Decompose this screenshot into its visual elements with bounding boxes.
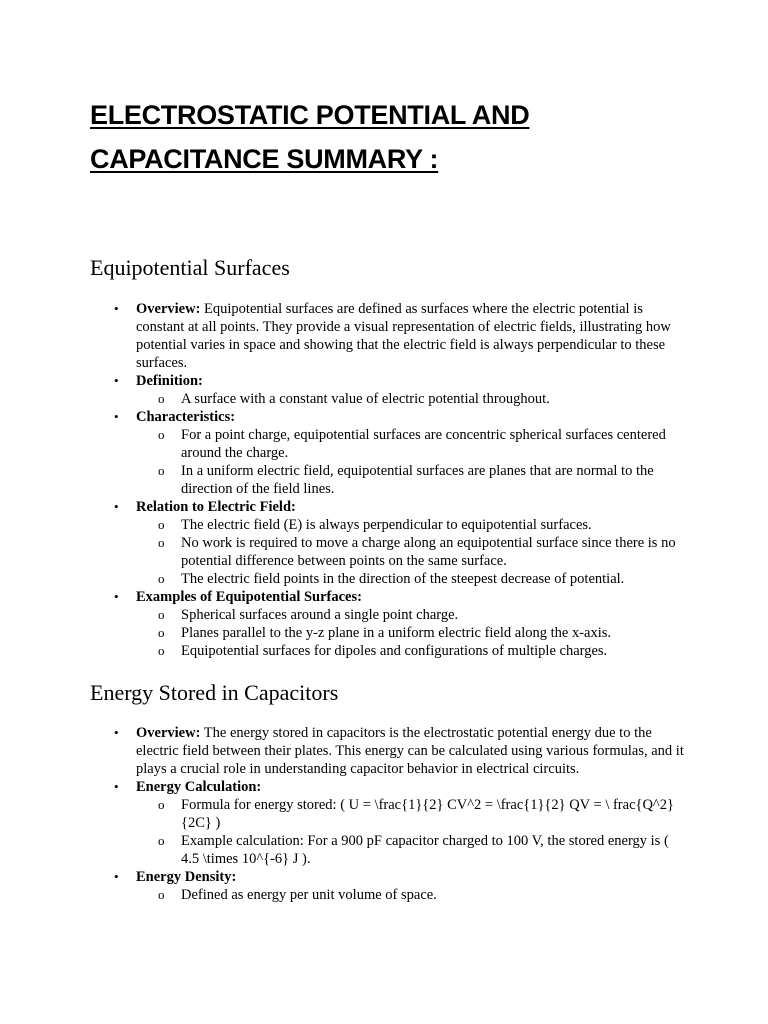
item-text: Equipotential surfaces are defined as surfaces where the electric potential is constant at all points. They provide a visual representation of electric fields, illustrating how potential varies in space and showing that the electric field is always perpendicular to these surfaces. (136, 301, 671, 371)
sub-list-item (136, 796, 686, 832)
item-label: Examples of Equipotential Surfaces: (136, 589, 362, 605)
item-label: Overview: (136, 725, 201, 741)
sub-list (136, 426, 686, 498)
sub-list (136, 796, 686, 868)
item-label: Energy Calculation: (136, 779, 262, 795)
bullet-dot-icon: • (114, 725, 119, 740)
sub-list (136, 390, 686, 408)
list-item-overview (90, 300, 686, 372)
sub-list (136, 606, 686, 660)
sub-item-text: No work is required to move a charge along an equipotential surface since there is no potential difference between points on the same surface. (181, 535, 676, 569)
circle-marker-icon: o (158, 391, 165, 406)
item-label: Overview: (136, 301, 201, 317)
sub-item-text: A surface with a constant value of electric potential throughout. (181, 391, 550, 407)
sub-item-text: Defined as energy per unit volume of space. (181, 887, 437, 903)
section-heading-equipotential-surfaces: Equipotential Surfaces (90, 255, 290, 280)
list-item-energy-density (90, 868, 686, 904)
item-label: Relation to Electric Field: (136, 499, 296, 515)
list-item-relation-to-electric-field (90, 498, 686, 588)
sub-item-text: The electric field (E) is always perpendicular to equipotential surfaces. (181, 517, 592, 533)
sub-item-text: Example calculation: For a 900 pF capacitor charged to 100 V, the stored energy is ( 4.5 \times 10^{-6} J ). (181, 833, 669, 867)
circle-marker-icon: o (158, 887, 165, 902)
circle-marker-icon: o (158, 643, 165, 658)
circle-marker-icon: o (158, 463, 165, 478)
circle-marker-icon: o (158, 607, 165, 622)
sub-item-text: The electric field points in the direction of the steepest decrease of potential. (181, 571, 625, 587)
sub-list-item (136, 624, 686, 642)
sub-list-item (136, 570, 686, 588)
list-item-examples (90, 588, 686, 660)
sub-list-item (136, 534, 686, 570)
bullet-dot-icon: • (114, 869, 119, 884)
equipotential-surfaces-list (90, 300, 686, 660)
list-item-overview (90, 724, 686, 778)
item-text: The energy stored in capacitors is the electrostatic potential energy due to the electric field between their plates. This energy can be calculated using various formulas, and it plays a crucial role in understanding capacitor behavior in electrical circuits. (136, 725, 684, 777)
circle-marker-icon: o (158, 535, 165, 550)
bullet-dot-icon: • (114, 301, 119, 316)
section-heading-energy-stored-in-capacitors: Energy Stored in Capacitors (90, 680, 339, 705)
sub-list-item (136, 516, 686, 534)
list-item-definition (90, 372, 686, 408)
circle-marker-icon: o (158, 625, 165, 640)
sub-item-text: For a point charge, equipotential surfaces are concentric spherical surfaces centered around the charge. (181, 427, 666, 461)
bullet-dot-icon: • (114, 589, 119, 604)
sub-item-text: Formula for energy stored: ( U = \frac{1}{2} CV^2 = \frac{1}{2} QV = \ frac{Q^2}{2C} ) (181, 797, 674, 831)
circle-marker-icon: o (158, 427, 165, 442)
bullet-dot-icon: • (114, 409, 119, 424)
sub-item-text: Planes parallel to the y-z plane in a uniform electric field along the x-axis. (181, 625, 612, 641)
sub-list-item (136, 426, 686, 462)
bullet-dot-icon: • (114, 499, 119, 514)
document-title (90, 93, 650, 181)
circle-marker-icon: o (158, 797, 165, 812)
circle-marker-icon: o (158, 833, 165, 848)
list-item-energy-calculation (90, 778, 686, 868)
sub-list-item (136, 832, 686, 868)
sub-list-item (136, 642, 686, 660)
document-title-line-2: CAPACITANCE SUMMARY : (90, 144, 439, 174)
circle-marker-icon: o (158, 517, 165, 532)
sub-list (136, 516, 686, 588)
bullet-dot-icon: • (114, 373, 119, 388)
item-label: Characteristics: (136, 409, 236, 425)
energy-stored-list (90, 724, 686, 904)
circle-marker-icon: o (158, 571, 165, 586)
sub-item-text: Spherical surfaces around a single point charge. (181, 607, 459, 623)
item-label: Definition: (136, 373, 203, 389)
document-title-line-1: ELECTROSTATIC POTENTIAL AND (90, 100, 530, 130)
sub-item-text: Equipotential surfaces for dipoles and configurations of multiple charges. (181, 643, 608, 659)
sub-list-item (136, 886, 686, 904)
list-item-characteristics (90, 408, 686, 498)
sub-list-item (136, 606, 686, 624)
bullet-dot-icon: • (114, 779, 119, 794)
sub-item-text: In a uniform electric field, equipotential surfaces are planes that are normal to the direction of the field lines. (181, 463, 654, 497)
sub-list-item (136, 462, 686, 498)
sub-list (136, 886, 686, 904)
item-label: Energy Density: (136, 869, 237, 885)
sub-list-item (136, 390, 686, 408)
